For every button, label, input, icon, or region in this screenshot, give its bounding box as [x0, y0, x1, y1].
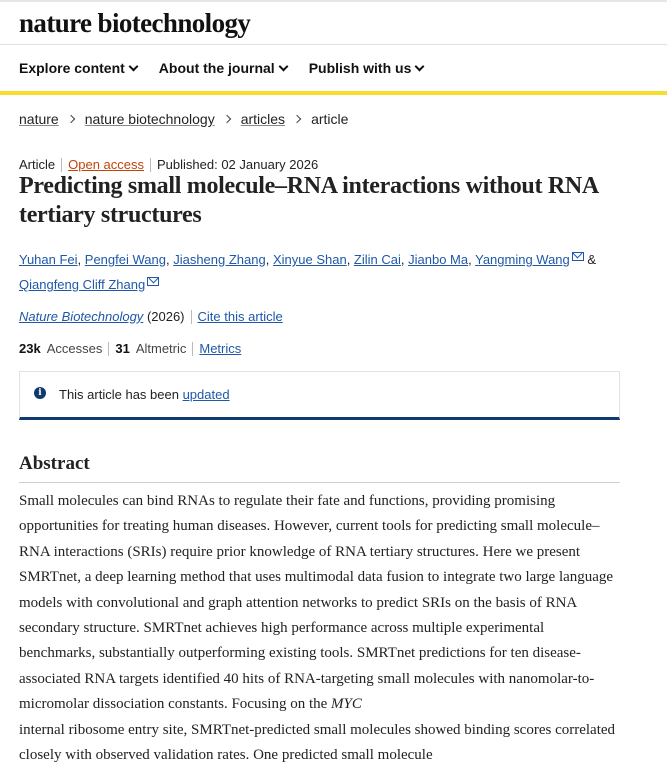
notice-text: [59, 387, 230, 402]
author-and: &: [587, 252, 597, 267]
article-type: Article: [19, 157, 56, 172]
chevron-down-icon: [278, 61, 288, 71]
top-border: [0, 0, 667, 2]
nav-explore-content[interactable]: [19, 60, 137, 76]
open-access-link[interactable]: Open access: [68, 157, 144, 172]
nav-publish-with-us[interactable]: [309, 60, 424, 76]
chevron-right-icon: [66, 115, 74, 123]
accesses-count: 23k: [19, 341, 41, 356]
divider: [192, 342, 193, 356]
article-meta: [19, 157, 318, 172]
main-nav: [19, 60, 423, 76]
abstract-part-2: internal ribosome entry site, SMRTnet-predicted small molecules showed binding scores correlated closely with observed validation rates. One predicted small molecule: [19, 721, 616, 764]
accent-bar: [0, 91, 667, 95]
chevron-down-icon: [415, 61, 425, 71]
update-notice: [19, 371, 620, 420]
divider: [61, 158, 62, 172]
header-divider: [0, 44, 667, 45]
nav-label: Publish with us: [308, 60, 412, 76]
breadcrumb-nature[interactable]: nature: [19, 111, 59, 127]
accesses-label: Accesses: [46, 341, 103, 356]
site-logo[interactable]: nature biotechnology: [19, 8, 251, 38]
author-link[interactable]: Zilin Cai: [353, 252, 401, 267]
mail-icon[interactable]: [147, 277, 159, 286]
nav-label: Explore content: [19, 60, 125, 76]
article-title: Predicting small molecule–RNA interactions without RNA tertiary structures: [19, 173, 598, 228]
author-link[interactable]: Xinyue Shan: [272, 252, 347, 267]
author-link[interactable]: Pengfei Wang: [84, 252, 166, 267]
chevron-right-icon: [222, 115, 230, 123]
breadcrumb-articles[interactable]: articles: [240, 111, 286, 127]
abstract-italic-gene: MYC: [331, 696, 362, 713]
published-date: Published: 02 January 2026: [157, 157, 319, 172]
abstract-text: [19, 489, 620, 768]
author-list: Yuhan Fei, Pengfei Wang, Jiasheng Zhang, Xinyue Shan, Zilin Cai, Jianbo Ma, Yangming Wang & Qiangfeng Cliff Zhang: [19, 252, 597, 292]
breadcrumb-journal[interactable]: nature biotechnology: [84, 111, 215, 127]
chevron-down-icon: [128, 61, 138, 71]
altmetric-label: Altmetric: [135, 341, 187, 356]
breadcrumb: [19, 111, 348, 127]
abstract-part-1: Small molecules can bind RNAs to regulate their fate and functions, providing promising opportunities for treating human diseases. However, current tools for predicting small molecule–RNA interactions (SRIs) require prior knowledge of RNA tertiary structures. Here we present SMRTnet, a deep learning method that uses multimodal data fusion to integrate two large language models with convolutional and graph attention networks to predict SRIs on the basis of RNA secondary structure. SMRTnet achieves high performance across multiple experimental benchmarks, substantially outperforming existing tools. SMRTnet predictions for ten disease-associated RNA targets identified 40 hits of RNA-targeting small molecules with nanomolar-to-micromolar dissociation constants. Focusing on the: [19, 493, 614, 713]
journal-link[interactable]: Nature Biotechnology: [19, 309, 144, 324]
altmetric-count: 31: [115, 341, 130, 356]
citation-line: [19, 309, 283, 324]
author-link[interactable]: Qiangfeng Cliff Zhang: [19, 277, 146, 292]
author-link[interactable]: Jianbo Ma: [408, 252, 469, 267]
nav-label: About the journal: [158, 60, 275, 76]
chevron-right-icon: [293, 115, 301, 123]
cite-this-article-link[interactable]: Cite this article: [197, 309, 283, 324]
info-icon: i: [34, 387, 46, 399]
nav-about-journal[interactable]: [159, 60, 287, 76]
breadcrumb-current: article: [311, 111, 349, 127]
author-link[interactable]: Jiasheng Zhang: [173, 252, 266, 267]
notice-message: This article has been: [59, 387, 179, 402]
author-link[interactable]: Yuhan Fei: [19, 252, 78, 267]
divider: [150, 158, 151, 172]
abstract-divider: [19, 482, 620, 483]
divider: [108, 342, 109, 356]
author-link[interactable]: Yangming Wang: [475, 252, 570, 267]
metrics-link[interactable]: Metrics: [199, 341, 242, 356]
mail-icon[interactable]: [572, 252, 584, 261]
divider: [191, 310, 192, 324]
updated-link[interactable]: updated: [182, 387, 230, 402]
abstract-heading: Abstract: [19, 453, 90, 474]
citation-year: (2026): [146, 309, 185, 324]
article-metrics: [19, 341, 241, 356]
